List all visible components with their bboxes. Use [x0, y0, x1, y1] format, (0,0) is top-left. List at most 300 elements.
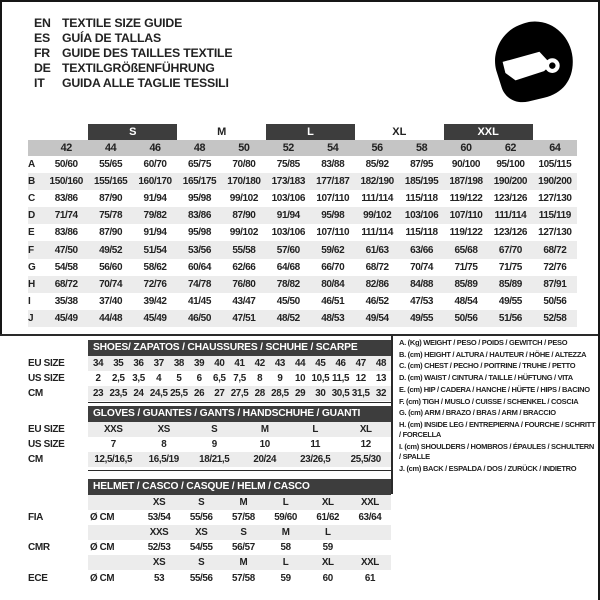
measurement-cell: 119/122	[449, 227, 483, 239]
size-cell: 42	[60, 142, 72, 154]
measurement-cell: 63/66	[410, 244, 434, 256]
measurement-cell: 173/183	[271, 176, 305, 188]
size-cell: 18/21,5	[199, 453, 230, 465]
size-cell: 38	[173, 357, 185, 369]
size-cell: 16,5/19	[148, 453, 179, 465]
measurement-cell: 58/62	[143, 261, 167, 273]
size-cell: 34	[93, 357, 104, 369]
size-cell: XS	[157, 423, 170, 435]
size-cell: L	[282, 496, 289, 508]
section-row	[28, 356, 391, 371]
size-cell: 2,5	[112, 372, 125, 384]
language-row	[34, 76, 232, 91]
size-cell: 25,5/30	[350, 453, 381, 465]
measurement-cell: 82/86	[365, 278, 389, 290]
measurement-row	[28, 156, 577, 173]
size-band: S	[88, 124, 177, 140]
measurement-cell: 83/86	[54, 193, 78, 205]
legend-item: C. (cm) CHEST / PECHO / POITRINE / TRUHE / PETTO	[399, 361, 576, 371]
measurement-cell: 49/52	[99, 244, 123, 256]
language-row	[34, 61, 232, 76]
helmet-icon	[487, 15, 579, 107]
measurement-cell: 107/110	[316, 227, 350, 239]
section-divider	[0, 334, 598, 336]
size-band: XL	[392, 126, 407, 138]
size-cell: 36	[133, 357, 144, 369]
measurement-cell: 57/60	[276, 244, 300, 256]
measurement-cell: 115/119	[538, 210, 571, 222]
legend-item: D. (cm) WAIST / CINTURA / TAILLE / HÜFTUNG / VITA	[399, 373, 573, 383]
size-cell: 3,5	[132, 372, 145, 384]
helmet-size-row	[28, 495, 391, 510]
helmet-values	[88, 570, 391, 585]
language-title: TEXTILGRÖßENFÜHRUNG	[62, 61, 215, 76]
row-label: E	[28, 227, 35, 239]
size-cell: XL	[321, 557, 334, 569]
measurement-cell: 127/130	[538, 227, 572, 239]
measurement-cell: 66/70	[321, 261, 345, 273]
measurement-cell: 87/90	[99, 227, 123, 239]
measurement-cell: 83/86	[187, 210, 211, 222]
size-cell: 58	[415, 142, 428, 154]
size-cell: 12	[355, 372, 366, 384]
measurement-cell: 60/70	[143, 159, 167, 171]
measurement-cell: 177/187	[316, 176, 350, 188]
measurement-cell: 35/38	[54, 295, 78, 307]
size-number-row	[28, 140, 577, 156]
measurement-cell: 87/90	[232, 210, 256, 222]
measurement-cell: 105/115	[538, 159, 572, 171]
size-cell: 37	[153, 357, 164, 369]
measurement-cell: 87/90	[99, 193, 123, 205]
measurement-cell: 43/47	[232, 295, 256, 307]
unit-spacer	[88, 525, 138, 540]
section-row-label: CM	[28, 387, 43, 399]
size-cell: XS	[152, 557, 166, 569]
measurement-cell: 74/78	[187, 278, 211, 290]
measurement-cell: 65/75	[187, 159, 211, 171]
row-label: A	[28, 159, 35, 171]
size-cell: 60	[460, 142, 472, 154]
row-label: H	[28, 278, 35, 290]
size-cell: 2	[95, 372, 101, 384]
measurement-cell: 70/74	[99, 278, 123, 290]
measurement-cell: 95/98	[187, 193, 211, 205]
size-cell: L	[324, 526, 331, 538]
measurement-cell: 185/195	[404, 176, 439, 188]
measurement-cell: 91/94	[276, 210, 300, 222]
measurement-cell: 57/58	[232, 511, 255, 523]
language-code: EN	[34, 15, 51, 30]
section-row-label-spacer	[28, 495, 88, 510]
measurement-row	[28, 276, 577, 293]
size-cell: S	[240, 526, 247, 538]
size-cell: XS	[152, 496, 166, 508]
measurement-cell: 57/58	[232, 572, 255, 584]
size-cell: 46	[335, 357, 346, 369]
measurement-cell: 39/42	[143, 295, 167, 307]
helmet-data-row	[28, 540, 391, 555]
measurement-cell: 78/82	[276, 278, 300, 290]
size-cell: 32	[375, 387, 387, 399]
size-cell: 31,5	[351, 387, 370, 399]
section-row-data	[88, 386, 391, 401]
measurement-cell: 47/53	[410, 295, 434, 307]
size-cell: 26	[194, 387, 205, 399]
helmet-size-table	[28, 479, 391, 586]
measurement-cell: 52/58	[543, 312, 567, 324]
measurement-cell: 64/68	[276, 261, 300, 273]
size-cell: 4	[156, 372, 162, 384]
measurement-cell: 119/122	[449, 193, 483, 205]
size-cell: 30	[315, 387, 326, 399]
measurement-cell: 56/60	[99, 261, 123, 273]
section-row-label-spacer	[28, 555, 88, 570]
textile-size-table	[28, 124, 577, 327]
section-row	[28, 437, 391, 452]
size-cell: 29	[295, 387, 306, 399]
size-cell: 62	[504, 142, 517, 154]
size-cell: 46	[149, 142, 161, 154]
measurement-cell: 99/102	[363, 210, 392, 222]
unit-label: Ø CM	[90, 572, 115, 584]
measurement-cell: 103/106	[271, 227, 305, 239]
size-cell: 28	[254, 387, 265, 399]
row-label: J	[28, 312, 34, 324]
measurement-cell: 103/106	[404, 210, 439, 222]
measurement-cell: 123/126	[493, 193, 528, 205]
language-row	[34, 30, 232, 45]
measurement-cell: 107/110	[316, 193, 350, 205]
measurement-cell: 90/100	[451, 159, 481, 171]
measurement-cell: 83/86	[54, 227, 78, 239]
measurement-cell: 71/75	[454, 261, 478, 273]
measurement-cell: 60/64	[187, 261, 211, 273]
language-code: IT	[34, 76, 45, 91]
measurement-cell: 46/52	[365, 295, 389, 307]
size-cell: 12	[360, 438, 371, 450]
gloves-size-table	[28, 406, 391, 467]
language-row	[34, 45, 232, 60]
row-label: F	[28, 244, 34, 256]
size-cell: XXL	[360, 496, 379, 508]
size-cell: 10	[259, 438, 270, 450]
measurement-cell: 87/95	[410, 159, 434, 171]
size-cell: 23	[93, 387, 104, 399]
measurement-cell: 182/190	[360, 176, 394, 188]
measurement-cell: 58	[280, 542, 291, 554]
size-cell: 24,5	[149, 387, 168, 399]
legend-item: E. (cm) HIP / CADERA / HANCHE / HÜFTE / HIPS / BACINO	[399, 384, 590, 394]
measurement-cell: 45/49	[54, 312, 78, 324]
size-cell: 56	[371, 142, 383, 154]
helmet-data-row	[28, 510, 391, 525]
section-row	[28, 386, 391, 401]
measurement-cell: 190/200	[493, 176, 528, 188]
measurement-cell: 59	[280, 572, 291, 584]
size-cell: 40	[214, 357, 225, 369]
size-cell: M	[260, 423, 269, 435]
measurement-cell: 51/54	[143, 244, 167, 256]
language-code: DE	[34, 61, 51, 76]
row-label: G	[28, 261, 36, 273]
measurement-cell: 61/63	[365, 244, 389, 256]
size-cell: XL	[321, 496, 334, 508]
measurement-cell: 59/60	[274, 511, 297, 523]
section-title: GLOVES / GUANTES / GANTS / HANDSCHUHE / GUANTI	[88, 406, 391, 422]
size-cell: S	[198, 496, 205, 508]
size-cell: 42	[254, 357, 265, 369]
measurement-cell: 59/62	[321, 244, 345, 256]
measurement-cell: 53/54	[147, 511, 171, 523]
section-row-label: US SIZE	[28, 438, 65, 450]
measurement-cell: 115/118	[405, 227, 438, 239]
unit-spacer	[88, 555, 138, 570]
measurement-cell: 111/114	[494, 210, 527, 222]
measurement-cell: 115/118	[405, 193, 438, 205]
size-cell: 30,5	[331, 387, 350, 399]
measurement-cell: 45/49	[143, 312, 167, 324]
measurement-cell: 61/62	[316, 511, 340, 523]
size-cell: 27,5	[230, 387, 249, 399]
measurement-cell: 83/88	[321, 159, 345, 171]
size-band	[44, 124, 88, 140]
measurement-cell: 127/130	[538, 193, 572, 205]
measurement-cell: 46/50	[187, 312, 211, 324]
measurement-cell: 84/88	[410, 278, 434, 290]
measurement-cell: 55/65	[99, 159, 123, 171]
size-cell: S	[198, 557, 205, 569]
language-title: GUIDE DES TAILLES TEXTILE	[62, 45, 233, 60]
measurement-cell: 51/56	[498, 312, 522, 324]
size-cell: 54	[327, 142, 339, 154]
section-row-data	[88, 437, 391, 452]
section-row	[28, 371, 391, 386]
measurement-cell: 71/74	[54, 210, 78, 222]
language-code: ES	[34, 30, 51, 45]
size-cell: 8	[257, 372, 263, 384]
measurement-cell: 85/92	[365, 159, 389, 171]
size-cell: 10,5	[311, 372, 330, 384]
measurement-cell: 95/98	[321, 210, 345, 222]
helmet-values	[88, 510, 391, 525]
size-cell: 7	[110, 438, 116, 450]
measurement-cell: 72/76	[143, 278, 167, 290]
measurement-cell: 48/53	[321, 312, 345, 324]
size-cell: 5	[176, 372, 182, 384]
size-cell: 39	[194, 357, 205, 369]
measurement-cell: 165/175	[182, 176, 217, 188]
size-cell: M	[239, 496, 248, 508]
helmet-sizes	[88, 525, 391, 540]
size-cell: 44	[105, 142, 117, 154]
size-cell: M	[281, 526, 290, 538]
size-cell: L	[282, 557, 289, 569]
size-cell: XS	[195, 526, 208, 538]
size-cell: 48	[375, 357, 387, 369]
size-cell: 44	[295, 357, 306, 369]
size-bands	[44, 124, 577, 140]
legend-item: J. (cm) BACK / ESPALDA / DOS / ZURÜCK / INDIETRO	[399, 463, 577, 473]
measurement-cell: 160/170	[138, 176, 172, 188]
measurement-cell	[349, 540, 391, 555]
measurement-cell: 50/60	[54, 159, 78, 171]
measurement-cell: 70/74	[410, 261, 434, 273]
helmet-data-row	[28, 570, 391, 585]
section-row-data	[88, 452, 391, 467]
measurement-cell: 111/114	[361, 193, 394, 205]
helmet-values	[88, 540, 391, 555]
measurement-cell: 65/68	[454, 244, 478, 256]
size-cell: 20/24	[253, 453, 277, 465]
measurement-row	[28, 224, 577, 241]
size-cell: 13	[375, 372, 387, 384]
section-row-label-spacer	[28, 525, 88, 540]
measurement-cell: 150/160	[49, 176, 83, 188]
size-cell: M	[239, 557, 248, 569]
row-label: C	[28, 193, 35, 205]
section-row-label: EU SIZE	[28, 357, 65, 369]
measurement-cell: 63/64	[358, 511, 382, 523]
section-row-data	[88, 422, 391, 437]
measurement-cell: 62/66	[232, 261, 256, 273]
measurement-cell: 75/78	[99, 210, 123, 222]
measurement-cell: 71/75	[498, 261, 522, 273]
helmet-sizes	[88, 555, 391, 570]
measurement-row	[28, 259, 577, 276]
measurement-cell: 53/56	[187, 244, 211, 256]
size-cell: 35	[113, 357, 124, 369]
size-band	[533, 124, 577, 140]
measurement-cell: 99/102	[229, 193, 258, 205]
unit-label: Ø CM	[90, 542, 115, 554]
measurement-cell: 55/56	[189, 572, 213, 584]
size-cell: 8	[161, 438, 167, 450]
measurement-row	[28, 173, 577, 190]
legend-item: F. (cm) TIGH / MUSLO / CUISSE / SCHENKEL / COSCIA	[399, 396, 579, 406]
page-border-left	[0, 2, 2, 335]
measurement-cell: 54/55	[189, 542, 213, 554]
measurement-cell: 49/55	[410, 312, 434, 324]
language-header	[34, 15, 232, 91]
unit-spacer	[88, 495, 138, 510]
measurement-cell: 48/54	[454, 295, 478, 307]
size-cell	[349, 525, 391, 540]
size-cell: XXS	[149, 526, 169, 538]
size-cell: 23/26,5	[300, 453, 331, 465]
size-cell: 27	[214, 387, 225, 399]
size-cell: 47	[355, 357, 366, 369]
measurement-cell: 107/110	[449, 210, 483, 222]
size-band: L	[266, 124, 355, 140]
legend-item: I. (cm) SHOULDERS / HOMBROS / ÉPAULES / SCHULTERN / SPALLE	[399, 441, 595, 461]
measurement-cell: 68/72	[365, 261, 389, 273]
measurement-cell: 79/82	[143, 210, 167, 222]
measurement-cell: 67/70	[498, 244, 522, 256]
section-row-label: CM	[28, 453, 43, 465]
measurement-cell: 45/50	[276, 295, 300, 307]
standard-label: ECE	[28, 572, 48, 584]
size-cell: 11	[310, 438, 321, 450]
section-row-label: EU SIZE	[28, 423, 65, 435]
measurement-cell: 85/89	[454, 278, 478, 290]
measurement-cell: 60	[322, 572, 333, 584]
size-band: XXL	[444, 124, 533, 140]
legend-divider	[391, 334, 393, 494]
measurement-row	[28, 190, 577, 207]
shoes-divider	[88, 402, 391, 403]
size-cell: 6,5	[213, 372, 226, 384]
language-title: GUÍA DE TALLAS	[62, 30, 161, 45]
measurement-cell: 91/94	[143, 193, 167, 205]
measurement-cell: 170/180	[227, 176, 261, 188]
row-label: B	[28, 176, 35, 188]
measurement-cell: 54/58	[54, 261, 78, 273]
legend-item: H. (cm) INSIDE LEG / ENTREPIERNA / FOURCHE / SCHRITT / FORCELLA	[399, 420, 596, 440]
measurement-row	[28, 241, 577, 258]
size-cell: 7,5	[233, 372, 246, 384]
standard-label: CMR	[28, 542, 50, 554]
measurement-cell: 68/72	[54, 278, 78, 290]
measurement-legend	[399, 338, 597, 475]
size-cell: 28,5	[271, 387, 289, 399]
language-title: GUIDA ALLE TAGLIE TESSILI	[62, 76, 229, 91]
measurement-cell: 47/51	[232, 312, 256, 324]
size-cell: 43	[274, 357, 286, 369]
measurement-row	[28, 207, 577, 224]
measurement-row	[28, 310, 577, 327]
measurement-cell: 41/45	[187, 295, 211, 307]
measurement-cell: 47/50	[54, 244, 78, 256]
size-cell: 41	[234, 357, 245, 369]
measurement-cell: 55/56	[189, 511, 213, 523]
measurement-cell: 53	[153, 572, 165, 584]
legend-item: B. (cm) HEIGHT / ALTURA / HAUTEUR / HÖHE / ALTEZZA	[399, 349, 587, 359]
measurement-cell: 50/56	[543, 295, 567, 307]
helmet-size-row	[28, 525, 391, 540]
section-row-data	[88, 371, 391, 386]
size-cell: 25,5	[170, 387, 188, 399]
section-row	[28, 422, 391, 437]
measurement-cell: 95/100	[496, 159, 525, 171]
measurement-cell: 49/55	[498, 295, 522, 307]
helmet-sizes	[88, 495, 391, 510]
size-cell: 12,5/16,5	[94, 453, 133, 465]
size-cell: 24	[133, 387, 144, 399]
standard-label: FIA	[28, 511, 44, 523]
measurement-cell: 87/91	[543, 278, 567, 290]
size-cell: 10	[295, 372, 306, 384]
section-row	[28, 452, 391, 467]
legend-item: G. (cm) ARM / BRAZO / BRAS / ARM / BRACCIO	[399, 408, 556, 418]
measurement-cell: 80/84	[321, 278, 345, 290]
language-row	[34, 15, 232, 30]
size-cell: 9	[211, 438, 217, 450]
measurement-cell: 111/114	[361, 227, 394, 239]
legend-item: A. (Kg) WEIGHT / PESO / POIDS / GEWITCH / PESO	[399, 338, 568, 347]
section-row-data	[88, 356, 391, 371]
size-cell: XXS	[103, 423, 123, 435]
measurement-cell: 72/76	[543, 261, 567, 273]
measurement-cell: 95/98	[187, 227, 211, 239]
measurement-cell: 187/198	[449, 176, 483, 188]
shoes-size-table	[28, 340, 391, 401]
measurement-cell: 76/80	[232, 278, 256, 290]
measurement-cell: 50/56	[454, 312, 478, 324]
size-cell: 6	[196, 372, 202, 384]
measurement-cell: 99/102	[229, 227, 258, 239]
row-label: I	[28, 295, 31, 307]
